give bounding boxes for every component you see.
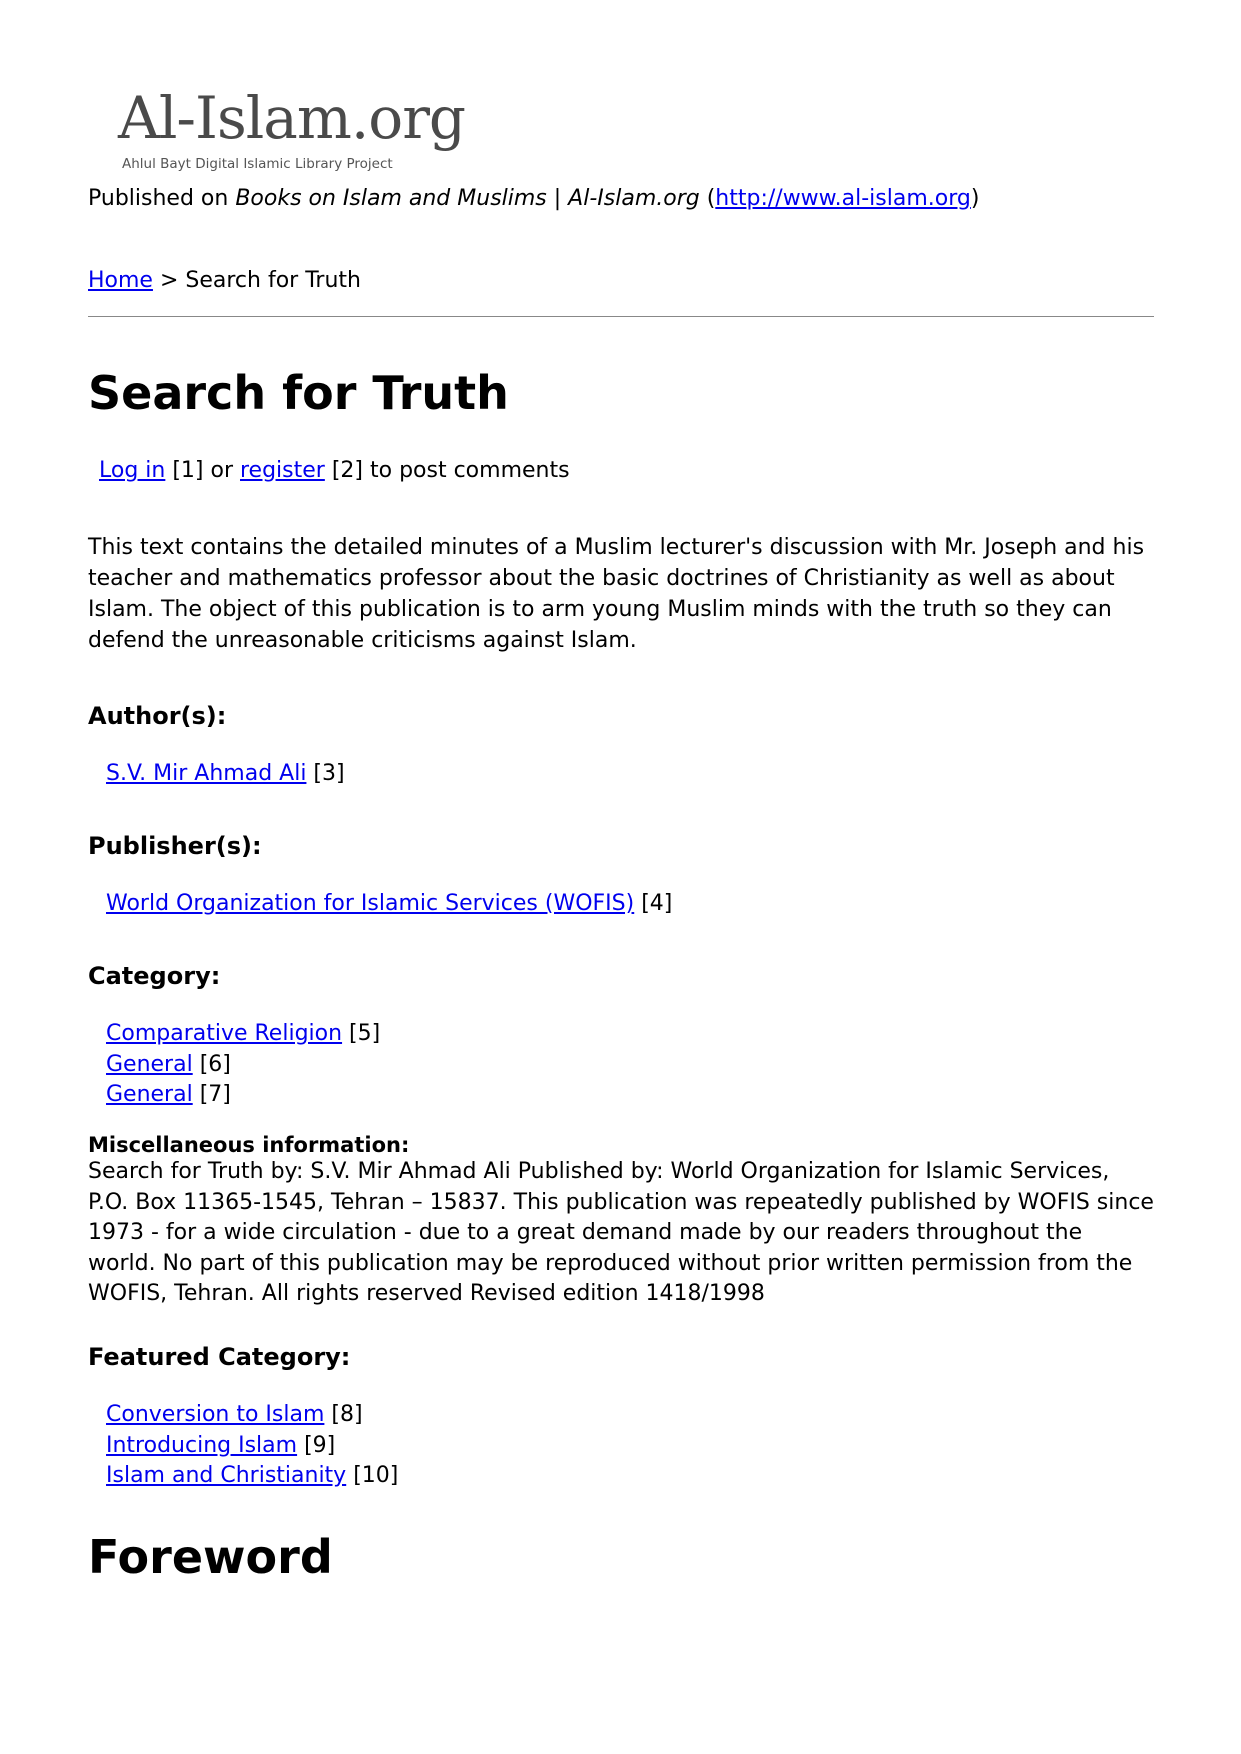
category-list: [106, 1019, 380, 1111]
list-item: [106, 1050, 380, 1081]
publishers-heading: Publisher(s):: [88, 832, 262, 860]
publisher-link[interactable]: World Organization for Islamic Services (WOFIS): [106, 891, 635, 916]
featured-ref: [9]: [297, 1432, 336, 1458]
logo-wordmark: Al-Islam.org: [118, 84, 466, 152]
category-heading: Category:: [88, 962, 221, 990]
category-link-general[interactable]: General: [106, 1082, 193, 1107]
misc-body: Search for Truth by: S.V. Mir Ahmad Ali Published by: World Organization for Islamic Services, P.O. Box 11365-1545, Tehran – 15837. This publication was repeatedly published by WOFIS since 1973 - for a wide circulation - due to a great demand made by our readers throughout the world. No part of this publication may be reproduced without prior written permission from the WOFIS, Tehran. All rights reserved Revised edition 1418/1998: [88, 1159, 1154, 1307]
header-divider: [88, 316, 1154, 317]
site-url-link[interactable]: http://www.al-islam.org: [715, 186, 971, 211]
featured-link-introducing[interactable]: Introducing Islam: [106, 1432, 298, 1458]
login-link[interactable]: Log in: [99, 458, 166, 483]
author-link[interactable]: S.V. Mir Ahmad Ali: [106, 761, 307, 786]
featured-category-list: [106, 1400, 398, 1492]
authors-heading: Author(s):: [88, 702, 227, 730]
category-ref: [7]: [192, 1082, 231, 1107]
publishers-list: [106, 889, 672, 920]
foreword-heading: Foreword: [88, 1530, 333, 1584]
book-summary: This text contains the detailed minutes of a Muslim lecturer's discussion with Mr. Joseph and his teacher and mathematics professor about the basic doctrines of Christianity as well as about Islam. The object of this publication is to arm young Muslim minds with the truth so they can defend the unreasonable criticisms against Islam.: [88, 535, 1145, 653]
list-item: [106, 1019, 380, 1050]
list-item: [106, 1400, 398, 1431]
author-ref: [3]: [306, 761, 345, 786]
category-ref: [5]: [342, 1021, 381, 1046]
breadcrumb-separator: >: [152, 268, 186, 293]
list-item: [106, 1461, 398, 1492]
misc-heading: Miscellaneous information:: [88, 1133, 410, 1157]
breadcrumb-current: Search for Truth: [185, 268, 361, 293]
published-close-paren: ): [970, 186, 980, 211]
register-ref: [2] to post comments: [324, 458, 570, 483]
featured-link-conversion[interactable]: Conversion to Islam: [106, 1402, 325, 1427]
publisher-ref: [4]: [634, 891, 673, 916]
register-link[interactable]: register: [240, 458, 325, 483]
list-item: [106, 759, 345, 790]
featured-category-heading: Featured Category:: [88, 1343, 351, 1371]
featured-link-christianity[interactable]: Islam and Christianity: [106, 1463, 347, 1488]
published-line: [88, 186, 979, 211]
category-ref: [6]: [192, 1051, 231, 1077]
logo-tagline: Ahlul Bayt Digital Islamic Library Project: [122, 156, 393, 172]
list-item: [106, 1431, 398, 1462]
published-prefix: Published on: [88, 186, 236, 211]
comments-login-line: [99, 458, 570, 483]
category-link-comparative-religion[interactable]: Comparative Religion: [106, 1021, 343, 1046]
published-site-name: Books on Islam and Muslims | Al-Islam.org: [235, 186, 700, 211]
breadcrumb-home-link[interactable]: Home: [88, 268, 153, 293]
published-open-paren: (: [699, 186, 716, 211]
list-item: [106, 889, 672, 920]
breadcrumb: [88, 268, 361, 293]
category-link-general[interactable]: General: [106, 1051, 193, 1077]
featured-ref: [10]: [346, 1463, 399, 1488]
authors-list: [106, 759, 345, 790]
login-ref: [1] or: [165, 458, 240, 483]
site-logo: [118, 84, 478, 178]
featured-ref: [8]: [324, 1402, 363, 1427]
page-title: Search for Truth: [88, 366, 509, 420]
list-item: [106, 1080, 380, 1111]
